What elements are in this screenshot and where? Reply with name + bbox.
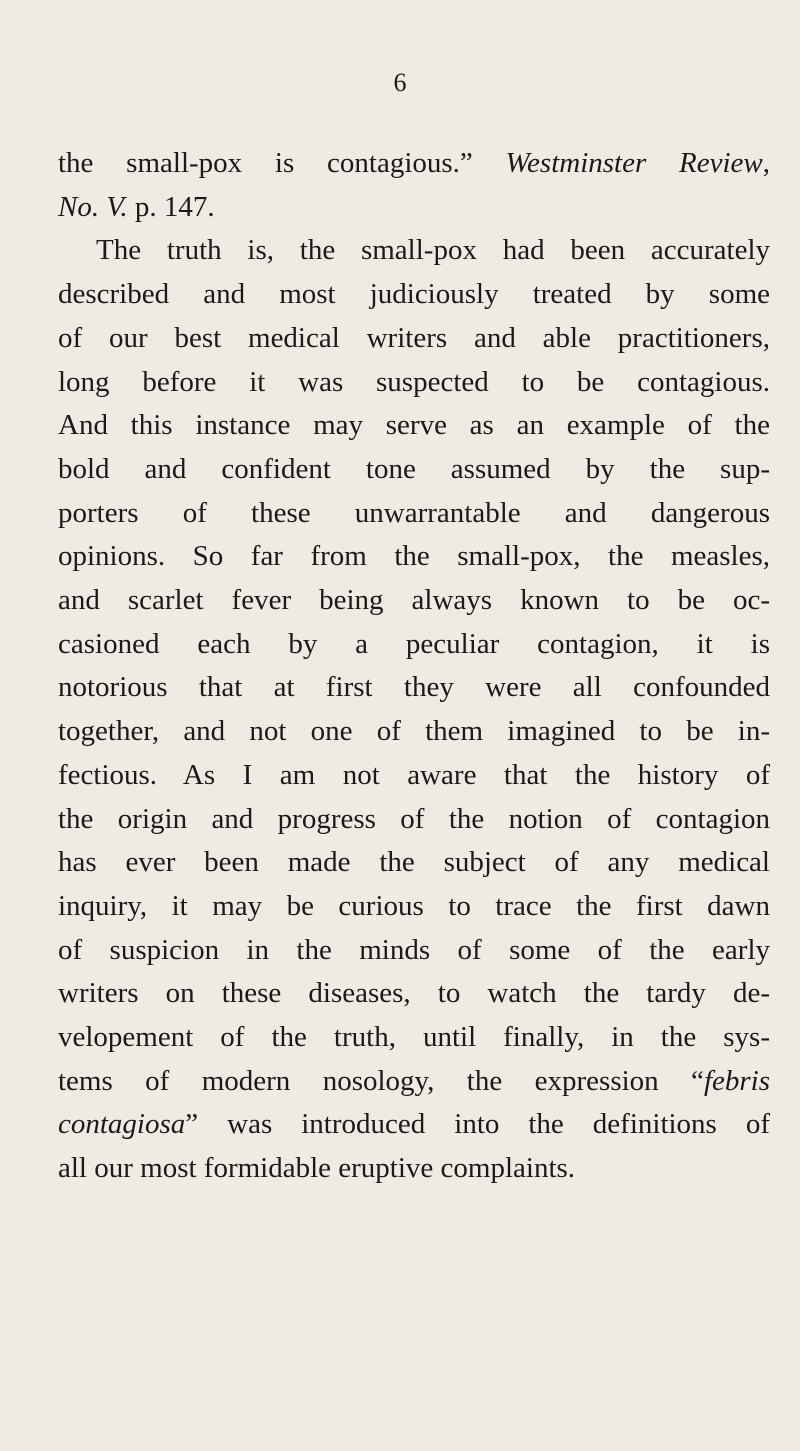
text-line: notorious that at first they were all confounded [58, 671, 770, 704]
text-line: long before it was suspected to be contagious. [58, 365, 770, 398]
text-line: bold and confident tone assumed by the sup- [58, 452, 770, 485]
text-line: And this instance may serve as an example of the [58, 409, 770, 442]
page-number: 6 [393, 68, 407, 97]
text-line: tems of modern nosology, the expression “febris [58, 1064, 770, 1097]
text-line: No. V. p. 147. [58, 190, 215, 223]
text-line: of our best medical writers and able practitioners, [58, 321, 770, 354]
paragraph-last-line: all our most formidable eruptive complaints. [58, 1152, 576, 1185]
text-line: the small-pox is contagious.” Westminster Review, [58, 147, 770, 179]
text-line: of suspicion in the minds of some of the early [58, 933, 770, 966]
text-line: together, and not one of them imagined to be in- [58, 715, 770, 748]
text-line: inquiry, it may be curious to trace the first dawn [58, 889, 770, 922]
text-line: the origin and progress of the notion of contagion [58, 802, 770, 835]
text-line: described and most judiciously treated by some [58, 278, 770, 311]
text-line: writers on these diseases, to watch the tardy de- [58, 977, 770, 1010]
text-line: velopement of the truth, until finally, in the sys- [58, 1021, 770, 1054]
text-line: casioned each by a peculiar contagion, it is [58, 627, 770, 660]
text-line: porters of these unwarrantable and dangerous [58, 496, 770, 529]
body-text [58, 142, 770, 1191]
text-line: has ever been made the subject of any medical [58, 846, 770, 879]
text-line: and scarlet fever being always known to be oc- [58, 584, 770, 617]
text-line: contagiosa” was introduced into the definitions of [58, 1108, 770, 1141]
paragraph-first-line: The truth is, the small-pox had been accurately [96, 234, 770, 267]
text-line: opinions. So far from the small-pox, the measles, [58, 540, 770, 573]
text-line: fectious. As I am not aware that the history of [58, 758, 770, 791]
